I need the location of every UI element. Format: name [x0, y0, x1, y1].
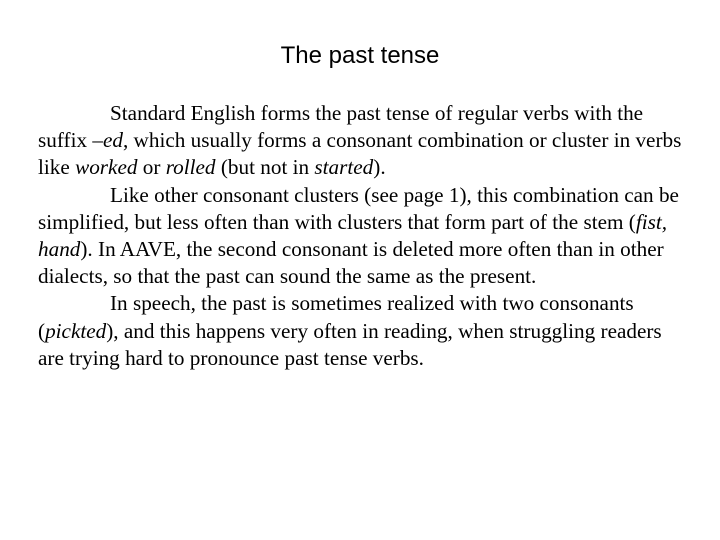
- text-run: or: [137, 155, 166, 180]
- text-run: (but not in: [215, 155, 315, 180]
- text-run: , which usually forms a consonant combination or cluster in verbs like: [38, 128, 682, 180]
- paragraph-3: [38, 290, 688, 372]
- italic-term: –ed: [92, 128, 123, 153]
- text-run: ).: [373, 155, 386, 180]
- slide-title-text: The past tense: [280, 42, 440, 69]
- slide-body: [38, 100, 688, 372]
- italic-term: pickted: [45, 318, 107, 343]
- text-run: Like other consonant clusters (see page 1), this combination can be simplified, but less often than with clusters that form part of the stem (: [38, 182, 679, 234]
- paragraph-1: [38, 100, 688, 182]
- italic-term: worked: [75, 155, 138, 180]
- italic-term: started: [314, 155, 374, 180]
- text-run: Standard English forms the past tense of regular verbs with the suffix: [38, 101, 644, 153]
- text-run: In speech, the past is sometimes realized with two consonants (: [38, 291, 634, 343]
- italic-term: fist, hand: [38, 209, 668, 262]
- text-run: ). In AAVE, the second consonant is deleted more often than in other dialects, so that the past can sound the same as the present.: [38, 237, 664, 289]
- paragraph-2: [38, 182, 688, 291]
- italic-term: rolled: [165, 155, 216, 180]
- slide-title: [0, 42, 720, 70]
- text-run: ), and this happens very often in reading, when struggling readers are trying hard to pronounce past tense verbs.: [38, 318, 662, 370]
